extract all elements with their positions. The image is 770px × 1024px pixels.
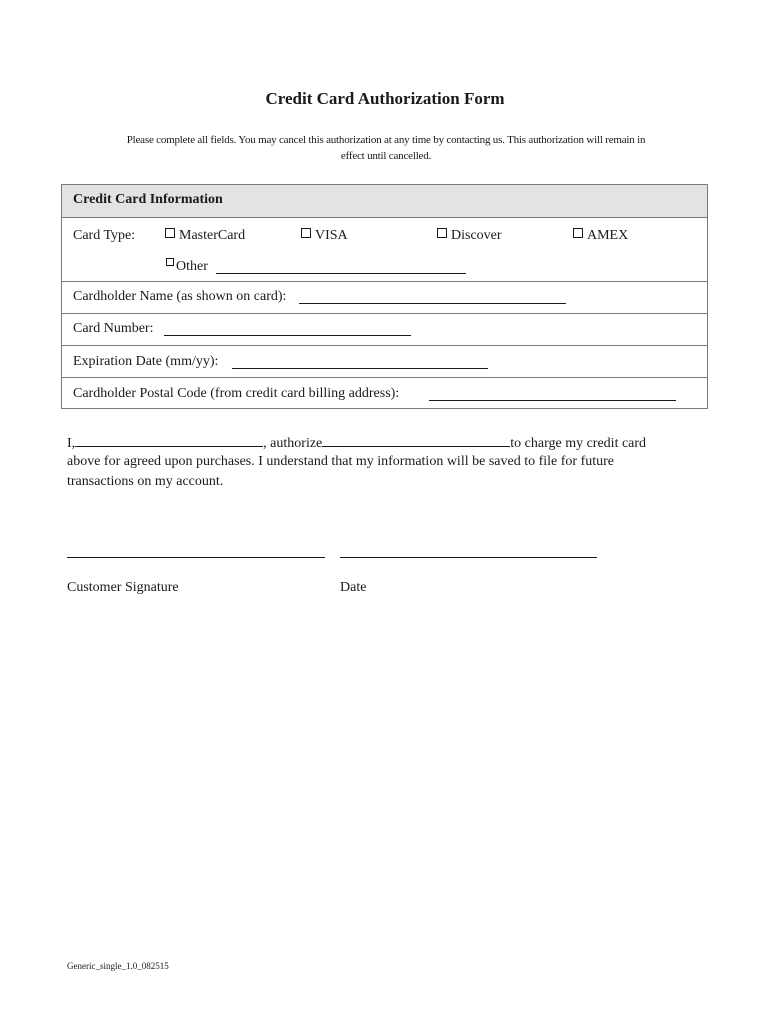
customer-signature-label: Customer Signature	[67, 580, 179, 595]
table-header-label: Credit Card Information	[73, 192, 223, 207]
credit-card-info-table	[61, 184, 708, 409]
table-header	[62, 185, 707, 218]
card-number-field[interactable]	[164, 335, 411, 336]
date-label: Date	[340, 580, 367, 595]
amex-option[interactable]	[573, 228, 628, 244]
authorization-statement	[67, 432, 687, 492]
mastercard-label: MasterCard	[179, 228, 246, 243]
instructions	[80, 132, 692, 164]
cardholder-name-field[interactable]	[299, 303, 566, 304]
instructions-line-1: Please complete all fields. You may cancel this authorization at any time by contacting us. This authorization will remain in	[126, 134, 646, 146]
instructions-line-2: effect until cancelled.	[340, 150, 432, 162]
card-number-row	[62, 313, 707, 346]
charge-text: to charge my credit card	[510, 436, 647, 451]
page-title: Credit Card Authorization Form	[265, 89, 505, 108]
visa-label: VISA	[315, 228, 348, 243]
card-type-row	[62, 217, 707, 282]
other-checkbox[interactable]	[166, 258, 174, 266]
mastercard-option[interactable]	[165, 228, 245, 244]
card-number-label: Card Number:	[73, 321, 154, 336]
other-label: Other	[176, 259, 208, 274]
authorize-text: , authorize	[263, 436, 323, 451]
mastercard-checkbox[interactable]	[165, 228, 175, 238]
amex-label: AMEX	[587, 228, 629, 243]
postal-code-label: Cardholder Postal Code (from credit card billing address):	[73, 386, 400, 401]
expiration-date-row	[62, 345, 707, 378]
discover-checkbox[interactable]	[437, 228, 447, 238]
discover-label: Discover	[451, 228, 502, 243]
card-type-label: Card Type:	[73, 228, 136, 243]
authorization-line-2: above for agreed upon purchases. I understand that my information will be saved to file for future	[67, 454, 614, 469]
merchant-name-field[interactable]	[322, 432, 510, 447]
customer-signature-field[interactable]	[67, 557, 325, 558]
amex-checkbox[interactable]	[573, 228, 583, 238]
authorization-prefix: I,	[67, 436, 76, 451]
other-option[interactable]	[166, 258, 208, 275]
customer-name-field[interactable]	[75, 432, 263, 447]
other-card-type-field[interactable]	[216, 273, 466, 274]
postal-code-field[interactable]	[429, 400, 676, 401]
cardholder-name-label: Cardholder Name (as shown on card):	[73, 289, 287, 304]
cardholder-name-row	[62, 281, 707, 314]
authorization-line-1	[67, 432, 687, 452]
visa-option[interactable]	[301, 228, 348, 244]
visa-checkbox[interactable]	[301, 228, 311, 238]
date-field[interactable]	[340, 557, 597, 558]
authorization-line-3: transactions on my account.	[67, 474, 224, 489]
expiration-date-field[interactable]	[232, 368, 488, 369]
expiration-date-label: Expiration Date (mm/yy):	[73, 354, 219, 369]
discover-option[interactable]	[437, 228, 502, 244]
footer-form-code: Generic_single_1.0_082515	[67, 961, 169, 971]
postal-code-row	[62, 377, 707, 408]
